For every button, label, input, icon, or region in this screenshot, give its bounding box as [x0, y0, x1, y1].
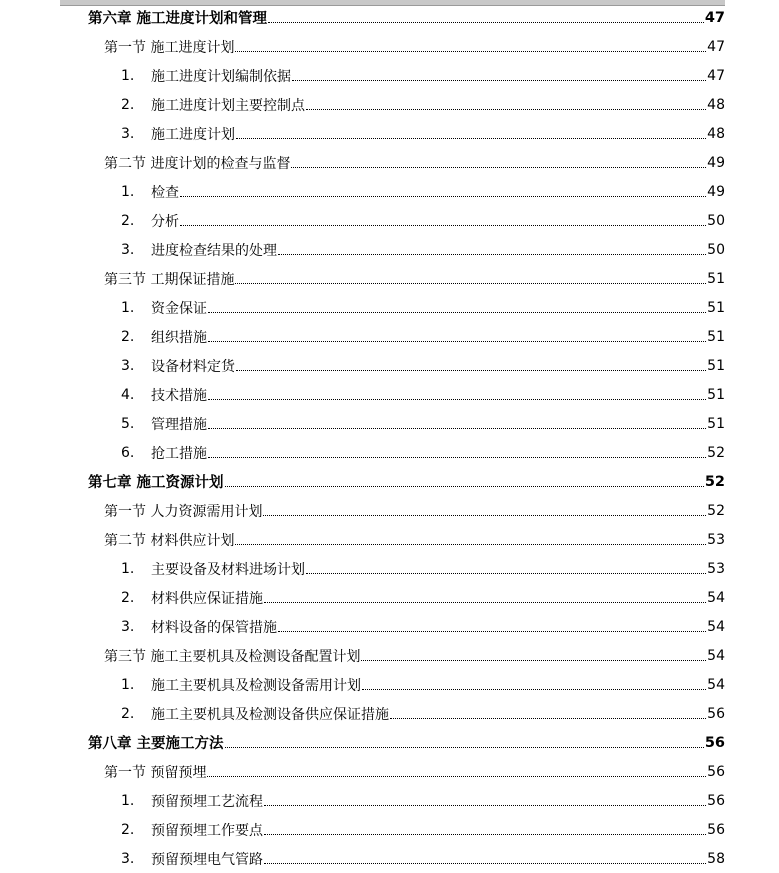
toc-item-row[interactable] — [0, 177, 779, 206]
dot-leader — [361, 660, 706, 661]
toc-entry-title: 材料设备的保管措施 — [151, 619, 277, 636]
toc-entry-title: 预留预埋工艺流程 — [151, 793, 263, 810]
dot-leader — [235, 51, 706, 52]
toc-chapter-row[interactable] — [0, 3, 779, 32]
toc-item-number: 2. — [121, 821, 135, 838]
dot-leader — [208, 428, 706, 429]
toc-entry-title: 管理措施 — [151, 416, 207, 433]
toc-entry-title: 组织措施 — [151, 329, 207, 346]
toc-entry-title: 第三节 工期保证措施 — [104, 271, 235, 288]
dot-leader — [264, 834, 706, 835]
toc-page-number: 58 — [707, 850, 725, 867]
toc-page-number: 49 — [707, 183, 725, 200]
dot-leader — [208, 457, 706, 458]
toc-item-row[interactable] — [0, 90, 779, 119]
toc-page-number: 54 — [707, 589, 725, 606]
toc-entry-title: 进度检查结果的处理 — [151, 242, 277, 259]
toc-item-row[interactable] — [0, 206, 779, 235]
toc-item-row[interactable] — [0, 409, 779, 438]
toc-section-row[interactable] — [0, 148, 779, 177]
toc-item-number: 2. — [121, 96, 135, 113]
toc-page-number: 56 — [704, 734, 725, 751]
toc-item-row[interactable] — [0, 380, 779, 409]
toc-item-number: 2. — [121, 212, 135, 229]
dot-leader — [292, 80, 706, 81]
toc-page-number: 48 — [707, 125, 725, 142]
dot-leader — [268, 22, 704, 23]
toc-page-number: 51 — [707, 415, 725, 432]
toc-page-number: 47 — [707, 38, 725, 55]
toc-item-number: 3. — [121, 618, 135, 635]
dot-leader — [235, 283, 706, 284]
toc-entry-title: 主要设备及材料进场计划 — [151, 561, 305, 578]
dot-leader — [235, 544, 706, 545]
toc-page-number: 54 — [707, 676, 725, 693]
dot-leader — [236, 370, 706, 371]
toc-item-number: 1. — [121, 792, 135, 809]
toc-item-number: 4. — [121, 386, 135, 403]
toc-section-row[interactable] — [0, 32, 779, 61]
dot-leader — [208, 399, 706, 400]
toc-page-number: 51 — [707, 357, 725, 374]
toc-section-row[interactable] — [0, 757, 779, 786]
toc-page-number: 56 — [707, 821, 725, 838]
toc-item-row[interactable] — [0, 438, 779, 467]
toc-item-row[interactable] — [0, 235, 779, 264]
dot-leader — [278, 631, 706, 632]
dot-leader — [208, 312, 706, 313]
dot-leader — [390, 718, 706, 719]
toc-page-number: 53 — [707, 531, 725, 548]
toc-entry-title: 第七章 施工资源计划 — [88, 475, 224, 491]
toc-item-number: 3. — [121, 125, 135, 142]
toc-entry-title: 分析 — [151, 213, 179, 230]
toc-page-number: 56 — [707, 705, 725, 722]
dot-leader — [180, 196, 706, 197]
toc-page-number: 50 — [707, 212, 725, 229]
toc-page-number: 51 — [707, 386, 725, 403]
dot-leader — [278, 254, 706, 255]
toc-page-number: 51 — [707, 299, 725, 316]
toc-entry-title: 第一节 人力资源需用计划 — [104, 503, 263, 520]
dot-leader — [306, 573, 706, 574]
toc-item-row[interactable] — [0, 119, 779, 148]
toc-entry-title: 预留预埋工作要点 — [151, 822, 263, 839]
toc-item-number: 2. — [121, 589, 135, 606]
toc-item-number: 2. — [121, 328, 135, 345]
dot-leader — [236, 138, 706, 139]
dot-leader — [207, 776, 706, 777]
toc-item-number: 3. — [121, 241, 135, 258]
toc-entry-title: 施工进度计划编制依据 — [151, 68, 291, 85]
toc-entry-title: 施工主要机具及检测设备供应保证措施 — [151, 706, 389, 723]
toc-page-number: 52 — [707, 444, 725, 461]
toc-item-row[interactable] — [0, 554, 779, 583]
toc-entry-title: 抢工措施 — [151, 445, 207, 462]
dot-leader — [225, 486, 704, 487]
toc-entry-title: 第三节 施工主要机具及检测设备配置计划 — [104, 648, 361, 665]
dot-leader — [306, 109, 706, 110]
toc-page-number: 47 — [707, 67, 725, 84]
dot-leader — [264, 863, 706, 864]
toc-item-number: 3. — [121, 850, 135, 867]
toc-section-row[interactable] — [0, 525, 779, 554]
toc-entry-title: 第二节 进度计划的检查与监督 — [104, 155, 291, 172]
dot-leader — [291, 167, 706, 168]
dot-leader — [264, 602, 706, 603]
toc-entry-title: 材料供应保证措施 — [151, 590, 263, 607]
toc-item-row[interactable] — [0, 583, 779, 612]
toc-page-number: 54 — [707, 618, 725, 635]
toc-entry-title: 第一节 预留预埋 — [104, 764, 207, 781]
toc-item-number: 2. — [121, 705, 135, 722]
toc-page-number: 56 — [707, 763, 725, 780]
toc-item-row[interactable] — [0, 815, 779, 844]
toc-item-row[interactable] — [0, 61, 779, 90]
dot-leader — [225, 747, 704, 748]
toc-item-row[interactable] — [0, 351, 779, 380]
toc-entry-title: 施工主要机具及检测设备需用计划 — [151, 677, 361, 694]
toc-entry-title: 第六章 施工进度计划和管理 — [88, 11, 268, 27]
toc-item-number: 3. — [121, 357, 135, 374]
toc-page-number: 48 — [707, 96, 725, 113]
toc-page-number: 53 — [707, 560, 725, 577]
toc-section-row[interactable] — [0, 496, 779, 525]
toc-item-row[interactable] — [0, 293, 779, 322]
toc-item-number: 6. — [121, 444, 135, 461]
toc-item-number: 5. — [121, 415, 135, 432]
dot-leader — [362, 689, 706, 690]
dot-leader — [263, 515, 706, 516]
toc-item-number: 1. — [121, 67, 135, 84]
toc-item-number: 1. — [121, 299, 135, 316]
dot-leader — [208, 341, 706, 342]
toc-page-number: 51 — [707, 328, 725, 345]
toc-page-number: 52 — [707, 502, 725, 519]
toc-entry-title: 第八章 主要施工方法 — [88, 736, 224, 752]
toc-entry-title: 施工进度计划 — [151, 126, 235, 143]
toc-item-row[interactable] — [0, 322, 779, 351]
toc-page-number: 52 — [704, 473, 725, 490]
toc-entry-title: 检查 — [151, 184, 179, 201]
toc-chapter-row[interactable] — [0, 728, 779, 757]
toc-entry-title: 技术措施 — [151, 387, 207, 404]
toc-chapter-row[interactable] — [0, 467, 779, 496]
table-of-contents — [0, 3, 779, 873]
toc-item-row[interactable] — [0, 612, 779, 641]
toc-page-number: 51 — [707, 270, 725, 287]
toc-entry-title: 施工进度计划主要控制点 — [151, 97, 305, 114]
toc-page-number: 54 — [707, 647, 725, 664]
toc-section-row[interactable] — [0, 264, 779, 293]
toc-item-row[interactable] — [0, 699, 779, 728]
toc-item-number: 1. — [121, 676, 135, 693]
toc-item-row[interactable] — [0, 786, 779, 815]
toc-page-number: 56 — [707, 792, 725, 809]
toc-page-number: 47 — [704, 9, 725, 26]
toc-entry-title: 资金保证 — [151, 300, 207, 317]
toc-page-number: 50 — [707, 241, 725, 258]
toc-page-number: 49 — [707, 154, 725, 171]
toc-item-number: 1. — [121, 183, 135, 200]
toc-entry-title: 设备材料定货 — [151, 358, 235, 375]
toc-section-row[interactable] — [0, 641, 779, 670]
toc-entry-title: 第一节 施工进度计划 — [104, 39, 235, 56]
toc-item-row[interactable] — [0, 670, 779, 699]
toc-entry-title: 第二节 材料供应计划 — [104, 532, 235, 549]
toc-entry-title: 预留预埋电气管路 — [151, 851, 263, 868]
toc-item-number: 1. — [121, 560, 135, 577]
dot-leader — [264, 805, 706, 806]
dot-leader — [180, 225, 706, 226]
